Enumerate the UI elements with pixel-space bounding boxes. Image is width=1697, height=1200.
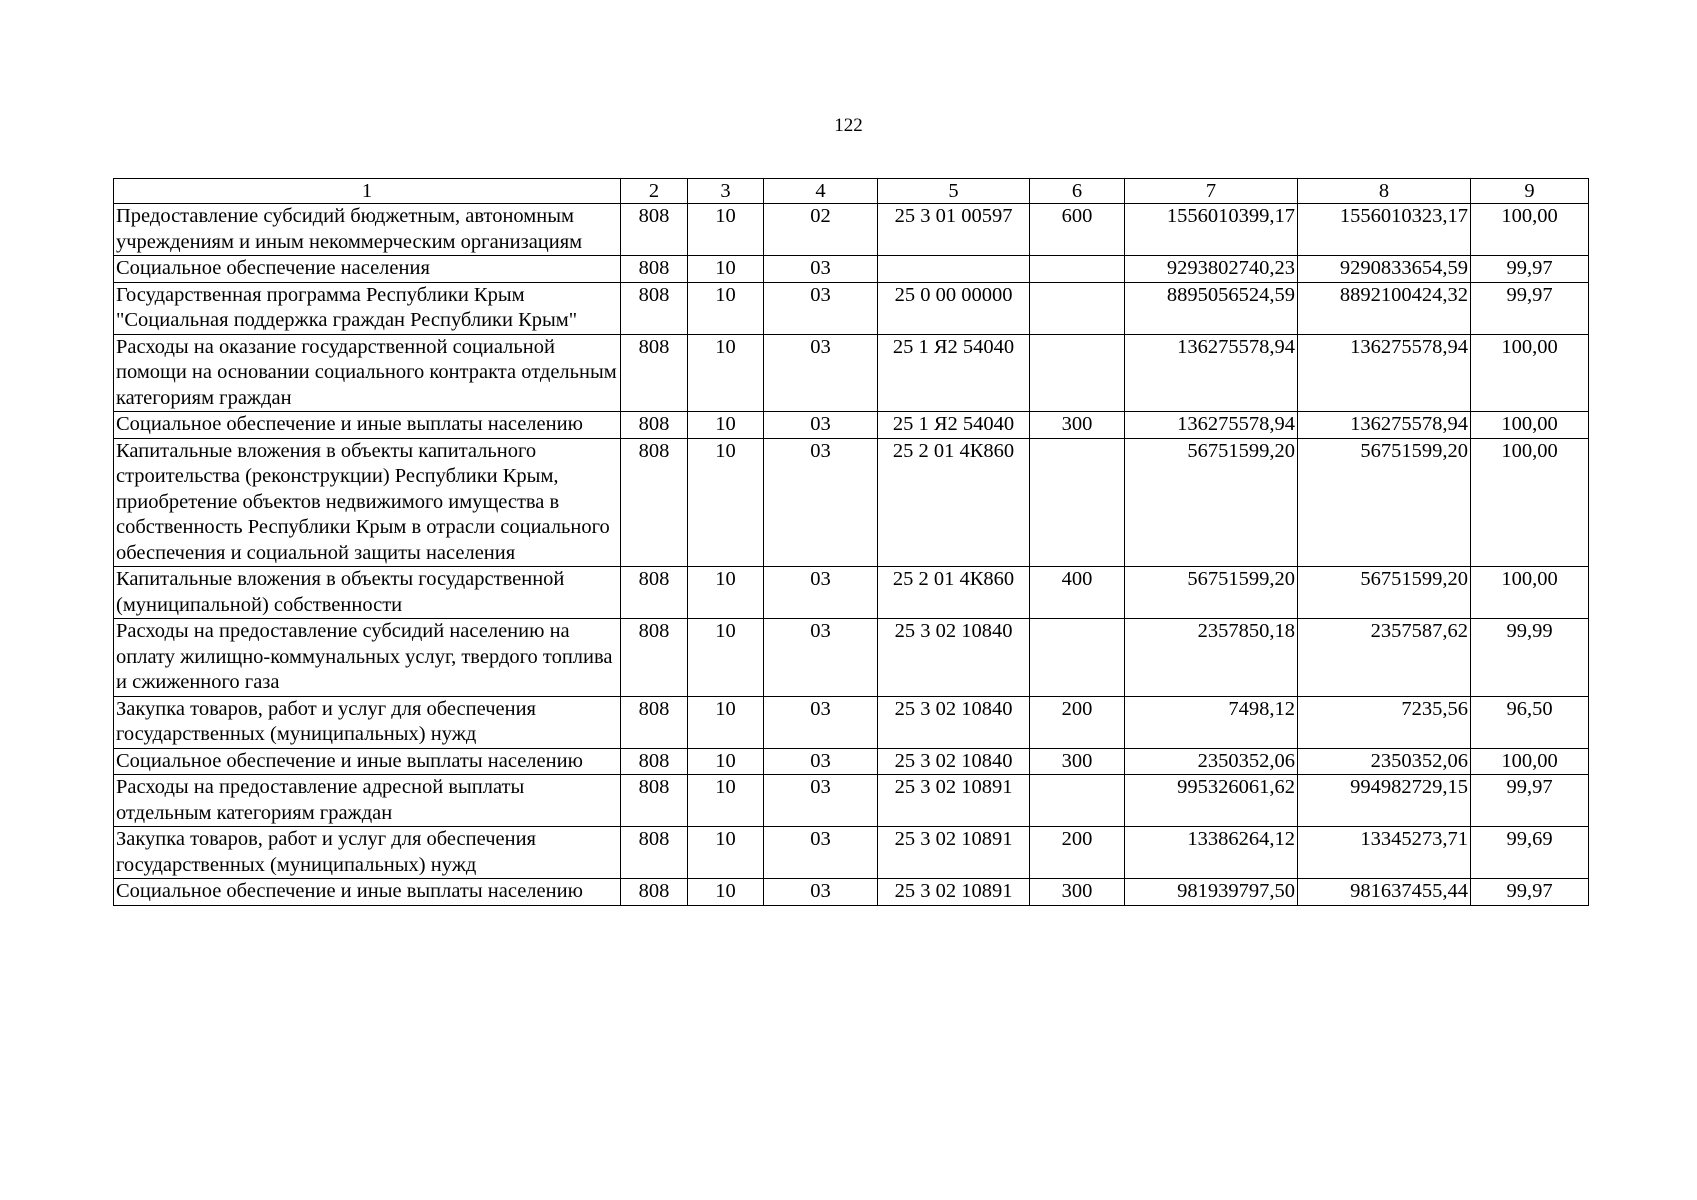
section-cell: 10: [688, 696, 764, 748]
code-cell: 808: [621, 748, 688, 775]
expense-type-cell: 600: [1030, 204, 1125, 256]
planned-amount-cell: 995326061,62: [1125, 775, 1298, 827]
code-cell: 808: [621, 412, 688, 439]
planned-amount-cell: 8895056524,59: [1125, 282, 1298, 334]
actual-amount-cell: 136275578,94: [1298, 334, 1471, 412]
target-article-cell: 25 3 02 10840: [878, 696, 1030, 748]
table-row: [114, 282, 1589, 334]
section-cell: 10: [688, 256, 764, 283]
expense-type-cell: [1030, 282, 1125, 334]
percent-cell: 100,00: [1471, 567, 1589, 619]
section-cell: 10: [688, 827, 764, 879]
expense-type-cell: 300: [1030, 879, 1125, 906]
table-row: [114, 412, 1589, 439]
code-cell: 808: [621, 619, 688, 697]
target-article-cell: 25 3 02 10891: [878, 827, 1030, 879]
subsection-cell: 03: [764, 334, 878, 412]
expense-type-cell: 300: [1030, 412, 1125, 439]
planned-amount-cell: 56751599,20: [1125, 438, 1298, 567]
code-cell: 808: [621, 204, 688, 256]
section-cell: 10: [688, 334, 764, 412]
target-article-cell: 25 3 02 10840: [878, 748, 1030, 775]
expense-type-cell: [1030, 775, 1125, 827]
table-row: [114, 748, 1589, 775]
column-header: 4: [764, 179, 878, 204]
subsection-cell: 02: [764, 204, 878, 256]
section-cell: 10: [688, 204, 764, 256]
planned-amount-cell: 136275578,94: [1125, 412, 1298, 439]
row-name-cell: Социальное обеспечение и иные выплаты населению: [114, 412, 621, 439]
planned-amount-cell: 9293802740,23: [1125, 256, 1298, 283]
code-cell: 808: [621, 567, 688, 619]
actual-amount-cell: 8892100424,32: [1298, 282, 1471, 334]
target-article-cell: 25 2 01 4К860: [878, 567, 1030, 619]
planned-amount-cell: 1556010399,17: [1125, 204, 1298, 256]
column-header: 8: [1298, 179, 1471, 204]
section-cell: 10: [688, 282, 764, 334]
section-cell: 10: [688, 879, 764, 906]
table-row: [114, 567, 1589, 619]
target-article-cell: 25 2 01 4К860: [878, 438, 1030, 567]
actual-amount-cell: 994982729,15: [1298, 775, 1471, 827]
percent-cell: 99,97: [1471, 256, 1589, 283]
expense-type-cell: 200: [1030, 827, 1125, 879]
column-header: 3: [688, 179, 764, 204]
row-name-cell: Социальное обеспечение и иные выплаты населению: [114, 748, 621, 775]
subsection-cell: 03: [764, 748, 878, 775]
column-header: 6: [1030, 179, 1125, 204]
code-cell: 808: [621, 334, 688, 412]
expense-type-cell: [1030, 334, 1125, 412]
actual-amount-cell: 981637455,44: [1298, 879, 1471, 906]
target-article-cell: 25 3 02 10840: [878, 619, 1030, 697]
planned-amount-cell: 7498,12: [1125, 696, 1298, 748]
table-row: [114, 438, 1589, 567]
header-row: [114, 179, 1589, 204]
column-header: 7: [1125, 179, 1298, 204]
actual-amount-cell: 2350352,06: [1298, 748, 1471, 775]
row-name-cell: Капитальные вложения в объекты капитального строительства (реконструкции) Республики Крым, приобретение объектов недвижимого имущества в собственность Республики Крым в отрасли социального обеспечения и социальной защиты населения: [114, 438, 621, 567]
actual-amount-cell: 9290833654,59: [1298, 256, 1471, 283]
row-name-cell: Расходы на оказание государственной социальной помощи на основании социального контракта отдельным категориям граждан: [114, 334, 621, 412]
planned-amount-cell: 56751599,20: [1125, 567, 1298, 619]
percent-cell: 99,97: [1471, 879, 1589, 906]
subsection-cell: 03: [764, 282, 878, 334]
planned-amount-cell: 981939797,50: [1125, 879, 1298, 906]
percent-cell: 100,00: [1471, 334, 1589, 412]
percent-cell: 99,97: [1471, 282, 1589, 334]
table-row: [114, 879, 1589, 906]
table-row: [114, 334, 1589, 412]
expense-type-cell: [1030, 256, 1125, 283]
table-row: [114, 256, 1589, 283]
planned-amount-cell: 136275578,94: [1125, 334, 1298, 412]
row-name-cell: Предоставление субсидий бюджетным, автономным учреждениям и иным некоммерческим организациям: [114, 204, 621, 256]
percent-cell: 100,00: [1471, 748, 1589, 775]
planned-amount-cell: 2357850,18: [1125, 619, 1298, 697]
subsection-cell: 03: [764, 775, 878, 827]
expense-type-cell: [1030, 438, 1125, 567]
code-cell: 808: [621, 879, 688, 906]
subsection-cell: 03: [764, 879, 878, 906]
subsection-cell: 03: [764, 412, 878, 439]
table-row: [114, 619, 1589, 697]
planned-amount-cell: 13386264,12: [1125, 827, 1298, 879]
percent-cell: 99,69: [1471, 827, 1589, 879]
actual-amount-cell: 136275578,94: [1298, 412, 1471, 439]
subsection-cell: 03: [764, 696, 878, 748]
section-cell: 10: [688, 412, 764, 439]
percent-cell: 96,50: [1471, 696, 1589, 748]
section-cell: 10: [688, 619, 764, 697]
row-name-cell: Закупка товаров, работ и услуг для обеспечения государственных (муниципальных) нужд: [114, 696, 621, 748]
code-cell: 808: [621, 256, 688, 283]
target-article-cell: [878, 256, 1030, 283]
row-name-cell: Закупка товаров, работ и услуг для обеспечения государственных (муниципальных) нужд: [114, 827, 621, 879]
page-number: 122: [834, 115, 863, 136]
section-cell: 10: [688, 567, 764, 619]
section-cell: 10: [688, 775, 764, 827]
actual-amount-cell: 56751599,20: [1298, 438, 1471, 567]
subsection-cell: 03: [764, 567, 878, 619]
row-name-cell: Социальное обеспечение населения: [114, 256, 621, 283]
target-article-cell: 25 3 02 10891: [878, 775, 1030, 827]
planned-amount-cell: 2350352,06: [1125, 748, 1298, 775]
percent-cell: 100,00: [1471, 412, 1589, 439]
code-cell: 808: [621, 827, 688, 879]
row-name-cell: Расходы на предоставление субсидий населению на оплату жилищно-коммунальных услуг, твердого топлива и сжиженного газа: [114, 619, 621, 697]
code-cell: 808: [621, 438, 688, 567]
row-name-cell: Капитальные вложения в объекты государственной (муниципальной) собственности: [114, 567, 621, 619]
row-name-cell: Социальное обеспечение и иные выплаты населению: [114, 879, 621, 906]
section-cell: 10: [688, 438, 764, 567]
expense-type-cell: 300: [1030, 748, 1125, 775]
table-row: [114, 204, 1589, 256]
column-header: 1: [114, 179, 621, 204]
table-row: [114, 696, 1589, 748]
section-cell: 10: [688, 748, 764, 775]
column-header: 5: [878, 179, 1030, 204]
budget-table: [113, 178, 1589, 906]
actual-amount-cell: 2357587,62: [1298, 619, 1471, 697]
actual-amount-cell: 13345273,71: [1298, 827, 1471, 879]
target-article-cell: 25 1 Я2 54040: [878, 412, 1030, 439]
target-article-cell: 25 3 01 00597: [878, 204, 1030, 256]
percent-cell: 100,00: [1471, 438, 1589, 567]
target-article-cell: 25 0 00 00000: [878, 282, 1030, 334]
expense-type-cell: [1030, 619, 1125, 697]
code-cell: 808: [621, 282, 688, 334]
subsection-cell: 03: [764, 619, 878, 697]
code-cell: 808: [621, 696, 688, 748]
actual-amount-cell: 1556010323,17: [1298, 204, 1471, 256]
subsection-cell: 03: [764, 438, 878, 567]
table-row: [114, 775, 1589, 827]
subsection-cell: 03: [764, 256, 878, 283]
expense-type-cell: 400: [1030, 567, 1125, 619]
actual-amount-cell: 7235,56: [1298, 696, 1471, 748]
percent-cell: 99,97: [1471, 775, 1589, 827]
column-header: 2: [621, 179, 688, 204]
target-article-cell: 25 3 02 10891: [878, 879, 1030, 906]
percent-cell: 99,99: [1471, 619, 1589, 697]
target-article-cell: 25 1 Я2 54040: [878, 334, 1030, 412]
percent-cell: 100,00: [1471, 204, 1589, 256]
column-header: 9: [1471, 179, 1589, 204]
row-name-cell: Государственная программа Республики Крым "Социальная поддержка граждан Республики Крым": [114, 282, 621, 334]
actual-amount-cell: 56751599,20: [1298, 567, 1471, 619]
table-row: [114, 827, 1589, 879]
expense-type-cell: 200: [1030, 696, 1125, 748]
subsection-cell: 03: [764, 827, 878, 879]
code-cell: 808: [621, 775, 688, 827]
row-name-cell: Расходы на предоставление адресной выплаты отдельным категориям граждан: [114, 775, 621, 827]
